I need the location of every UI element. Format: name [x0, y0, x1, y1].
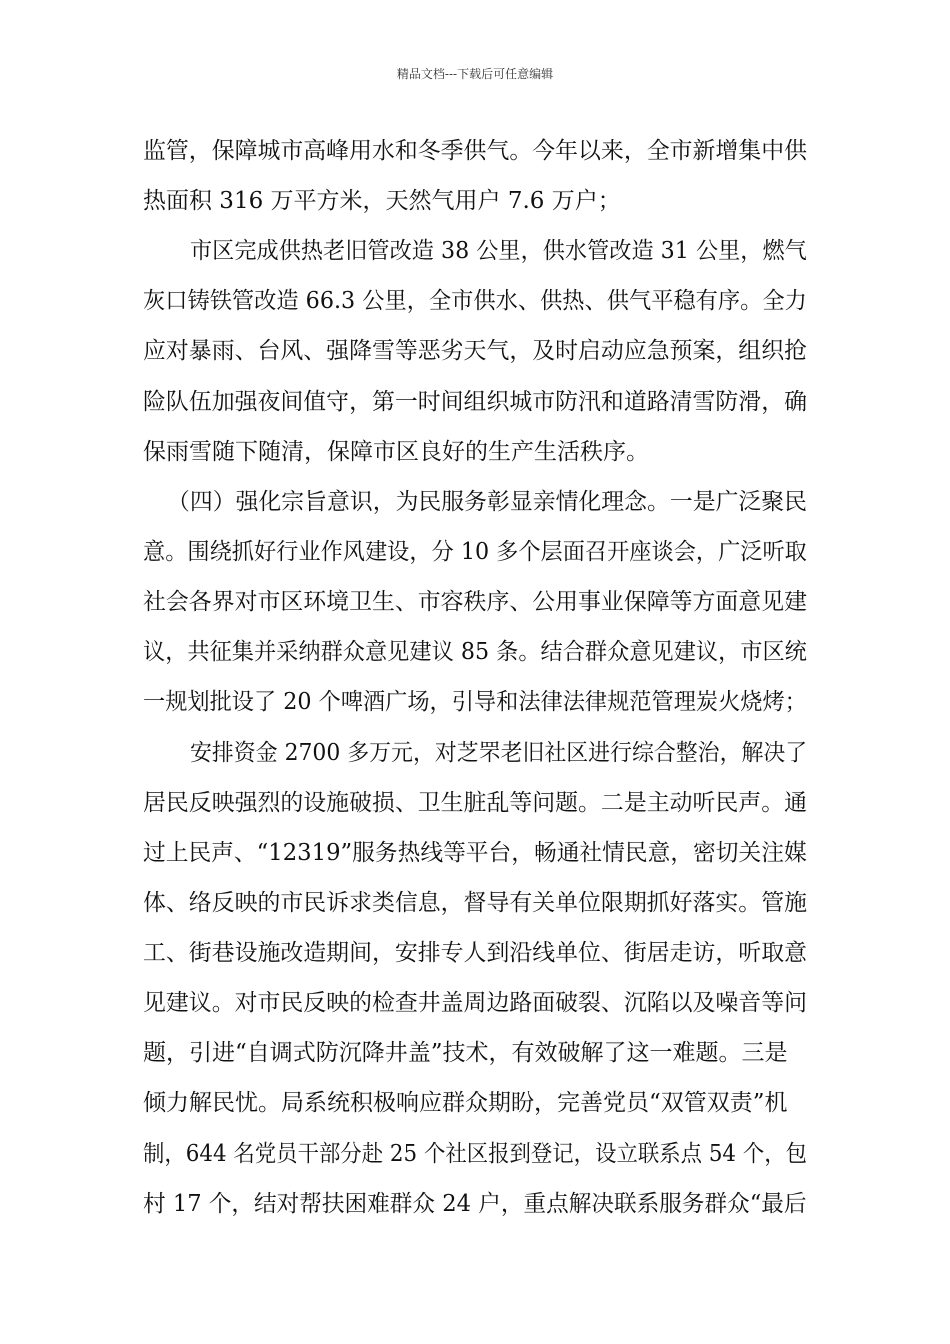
text-line: 工、街巷设施改造期间，安排专人到沿线单位、街居走访，听取意	[143, 940, 807, 966]
text-line: 体、络反映的市民诉求类信息，督导有关单位限期抓好落实。管施	[143, 890, 807, 916]
text-line: 议，共征集并采纳群众意见建议 85 条。结合群众意见建议，市区统	[143, 639, 807, 665]
text-line: 监管，保障城市高峰用水和冬季供气。今年以来，全市新增集中供	[143, 138, 807, 164]
text-line: 险队伍加强夜间值守，第一时间组织城市防汛和道路清雪防滑，确	[143, 389, 807, 415]
text-line: 见建议。对市民反映的检查井盖周边路面破裂、沉陷以及噪音等问	[143, 990, 807, 1016]
text-line: 意。围绕抓好行业作风建设，分 10 多个层面召开座谈会，广泛听取	[143, 539, 807, 565]
text-line: 市区完成供热老旧管改造 38 公里，供水管改造 31 公里，燃气	[190, 238, 807, 264]
text-line: 安排资金 2700 多万元，对芝罘老旧社区进行综合整治，解决了	[190, 740, 808, 766]
text-line: 题，引进“自调式防沉降井盖”技术，有效破解了这一难题。三是	[143, 1040, 788, 1066]
text-line: 保雨雪随下随清，保障市区良好的生产生活秩序。	[143, 439, 649, 465]
text-line: 制，644 名党员干部分赴 25 个社区报到登记，设立联系点 54 个，包	[143, 1141, 808, 1167]
text-line: 倾力解民忧。局系统积极响应群众期盼，完善党员“双管双责”机	[143, 1090, 788, 1116]
text-line: 应对暴雨、台风、强降雪等恶劣天气，及时启动应急预案，组织抢	[143, 338, 807, 364]
text-line: 过上民声、“12319”服务热线等平台，畅通社情民意，密切关注媒	[143, 840, 807, 866]
text-line: 社会各界对市区环境卫生、市容秩序、公用事业保障等方面意见建	[143, 589, 807, 615]
text-line: 热面积 316 万平方米，天然气用户 7.6 万户；	[143, 188, 621, 214]
text-line: （四）强化宗旨意识，为民服务彰显亲情化理念。一是广泛聚民	[167, 489, 808, 515]
page-header: 精品文档---下载后可任意编辑	[396, 67, 554, 81]
text-line: 居民反映强烈的设施破损、卫生脏乱等问题。二是主动听民声。通	[143, 790, 807, 816]
text-line: 灰口铸铁管改造 66.3 公里，全市供水、供热、供气平稳有序。全力	[143, 288, 807, 314]
text-line: 一规划批设了 20 个啤酒广场，引导和法律法律规范管理炭火烧烤；	[143, 689, 807, 715]
text-line: 村 17 个，结对帮扶困难群众 24 户，重点解决联系服务群众“最后	[143, 1191, 807, 1217]
